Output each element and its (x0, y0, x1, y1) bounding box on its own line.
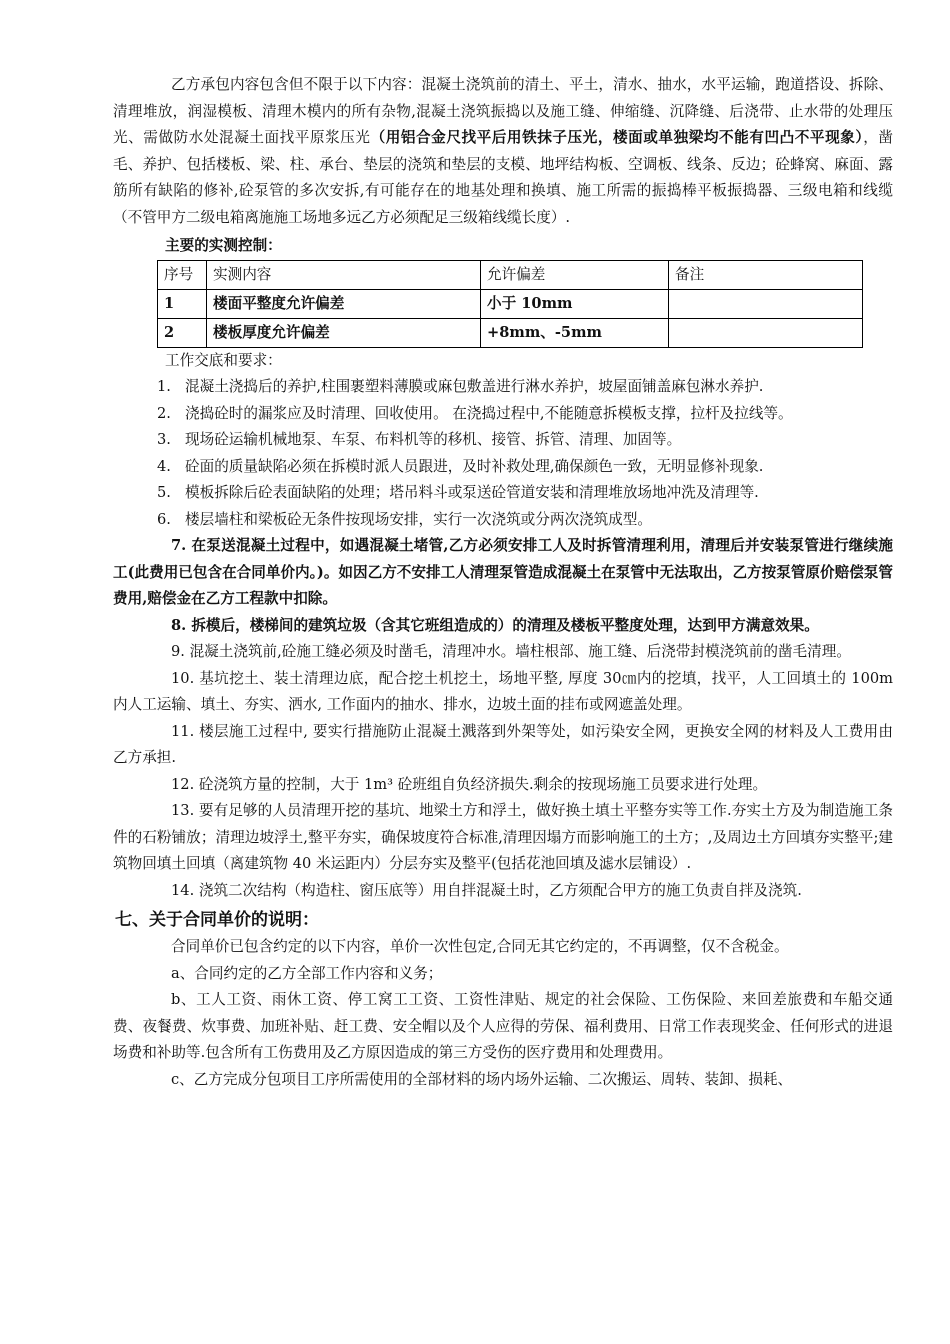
table-row (158, 289, 863, 318)
list-number: 6. (157, 510, 171, 528)
list-item-8: 8. 拆模后，楼梯间的建筑垃圾（含其它班组造成的）的清理及楼板平整度处理，达到甲方满意效果。 (171, 616, 819, 634)
table-row (158, 318, 863, 347)
section-7-item-b: b、工人工资、雨休工资、停工窝工工资、工资性津贴、规定的社会保险、工伤保险、来回差旅费和车船交通费、夜餐费、炊事费、加班补贴、赶工费、安全帽以及个人应得的劳保、福利费用、日常工作表现奖金、任何形式的进退场费和补助等.包含所有工伤费用及乙方原因造成的第三方受伤的医疗费用和处理费用。 (113, 991, 893, 1061)
table-header-row (158, 260, 863, 289)
list-item-11: 11. 楼层施工过程中, 要实行措施防止混凝土溅落到外架等处，如污染安全网，更换安全网的材料及人工费用由乙方承担. (113, 722, 893, 766)
table-header-cell: 允许偏差 (481, 260, 669, 289)
table-cell: 楼板厚度允许偏差 (207, 318, 481, 347)
list-text: 现场砼运输机械地泵、车泵、布料机等的移机、接管、拆管、清理、加固等。 (185, 431, 682, 448)
section-7-title: 七、关于合同单价的说明： (115, 910, 319, 930)
list-item-12: 12. 砼浇筑方量的控制，大于 1m³ 砼班组自负经济损失.剩余的按现场施工员要求进行处理。 (171, 775, 768, 793)
list-item (113, 401, 893, 428)
table-header-cell: 序号 (158, 260, 207, 289)
list-number: 4. (157, 457, 171, 475)
list-item (113, 454, 893, 481)
list-item (113, 480, 893, 507)
work-heading: 工作交底和要求： (165, 351, 282, 369)
list-number: 1. (157, 378, 171, 395)
list-text: 楼层墙柱和梁板砼无条件按现场安排，实行一次浇筑或分两次浇筑成型。 (185, 510, 653, 528)
section-7-item-c: c、乙方完成分包项目工序所需使用的全部材料的场内场外运输、二次搬运、周转、装卸、损耗、 (171, 1070, 793, 1088)
table-cell: 楼面平整度允许偏差 (207, 289, 481, 318)
table-cell: 小于 10mm (481, 289, 669, 318)
list-item (113, 427, 893, 454)
list-number: 5. (157, 484, 171, 501)
section-7-item-a: a、合同约定的乙方全部工作内容和义务； (171, 964, 443, 982)
table-cell: 2 (158, 318, 207, 347)
list-text: 浇捣砼时的漏浆应及时清理、回收使用。 在浇捣过程中,不能随意拆模板支撑，拉杆及拉线等。 (185, 404, 793, 422)
control-heading: 主要的实测控制： (165, 237, 282, 254)
list-text: 砼面的质量缺陷必须在拆模时派人员跟进，及时补救处理,确保颜色一致，无明显修补现象. (185, 457, 764, 475)
section-7-intro: 合同单价已包含约定的以下内容，单价一次性包定,合同无其它约定的，不再调整，仅不含税金。 (171, 938, 789, 955)
list-item-7: 7. 在泵送混凝土过程中，如遇混凝土堵管,乙方必须安排工人及时拆管清理利用，清理后并安装泵管进行继续施工(此费用已包含在合同单价内。)。如因乙方不安排工人清理泵管造成混凝土在泵管中无法取出，乙方按泵管原价赔偿泵管费用,赔偿金在乙方工程款中扣除。 (113, 537, 893, 607)
table-cell (669, 289, 863, 318)
list-number: 2. (157, 404, 171, 422)
intro-text-cont: ，凿毛、养护、包括楼板、梁、柱、承台、垫层的浇筑和垫层的支模、地坪结构板、空调板、线条、反边；砼蜂窝、麻面、露筋所有缺陷的修补,砼泵管的多次安拆,有可能存在的地基处理和换填、施工所需的振捣棒平板振捣器、三级电箱和线缆（不管甲方二级电箱离施施工场地多远乙方必须配足三级箱线缆长度）. (113, 129, 893, 226)
list-text: 模板拆除后砼表面缺陷的处理；塔吊料斗或泵送砼管道安装和清理堆放场地冲洗及清理等. (185, 484, 759, 501)
intro-paragraph (113, 72, 893, 231)
list-item (113, 374, 893, 401)
measurement-table (157, 260, 863, 348)
list-text: 混凝土浇捣后的养护,柱围裹塑料薄膜或麻包敷盖进行淋水养护，坡屋面铺盖麻包淋水养护. (185, 378, 764, 395)
document-page (113, 72, 893, 1093)
table-cell (669, 318, 863, 347)
intro-text: 乙方承包内容包含但不限于以下内容：混凝土浇筑前的清土、平土，清水、抽水，水平运输，跑道搭设、拆除、清理堆放，润湿模板、清理木模内的所有杂物,混凝土浇筑振捣以及施工缝、伸缩缝、沉降缝、后浇带、止水带的处理压光、需做防水处混凝土面找平原浆压光 (113, 76, 893, 146)
table-cell: 1 (158, 289, 207, 318)
list-item (113, 507, 893, 534)
list-item-9: 9. 混凝土浇筑前,砼施工缝必须及时凿毛，清理冲水。墙柱根部、施工缝、后浇带封模浇筑前的凿毛清理。 (171, 643, 851, 660)
table-header-cell: 实测内容 (207, 260, 481, 289)
list-number: 3. (157, 431, 171, 448)
list-item-13: 13. 要有足够的人员清理开挖的基坑、地梁土方和浮土，做好换土填土平整夯实等工作.夯实土方及为制造施工条件的石粉铺放；清理边坡浮土,整平夯实，确保坡度符合标准,清理因塌方而影响施工的土方；,及周边土方回填夯实整平;建筑物回填土回填（离建筑物 40 米运距内）分层夯实及整平(包括花池回填及滤水层铺设）. (113, 802, 893, 872)
list-item-14: 14. 浇筑二次结构（构造柱、窗压底等）用自拌混凝土时，乙方须配合甲方的施工负责自拌及浇筑. (171, 881, 802, 899)
list-item-10: 10. 基坑挖土、装土清理边底，配合挖土机挖土，场地平整, 厚度 30㎝内的挖填，找平，人工回填土的 100m 内人工运输、填土、夯实、洒水, 工作面内的抽水、排水，边坡土面的挂布或网遮盖处理。 (113, 669, 893, 713)
table-cell: +8mm、-5mm (481, 318, 669, 347)
intro-bold-text: （用铝合金尺找平后用铁抹子压光，楼面或单独梁均不能有凹凸不平现象） (370, 129, 864, 146)
table-header-cell: 备注 (669, 260, 863, 289)
